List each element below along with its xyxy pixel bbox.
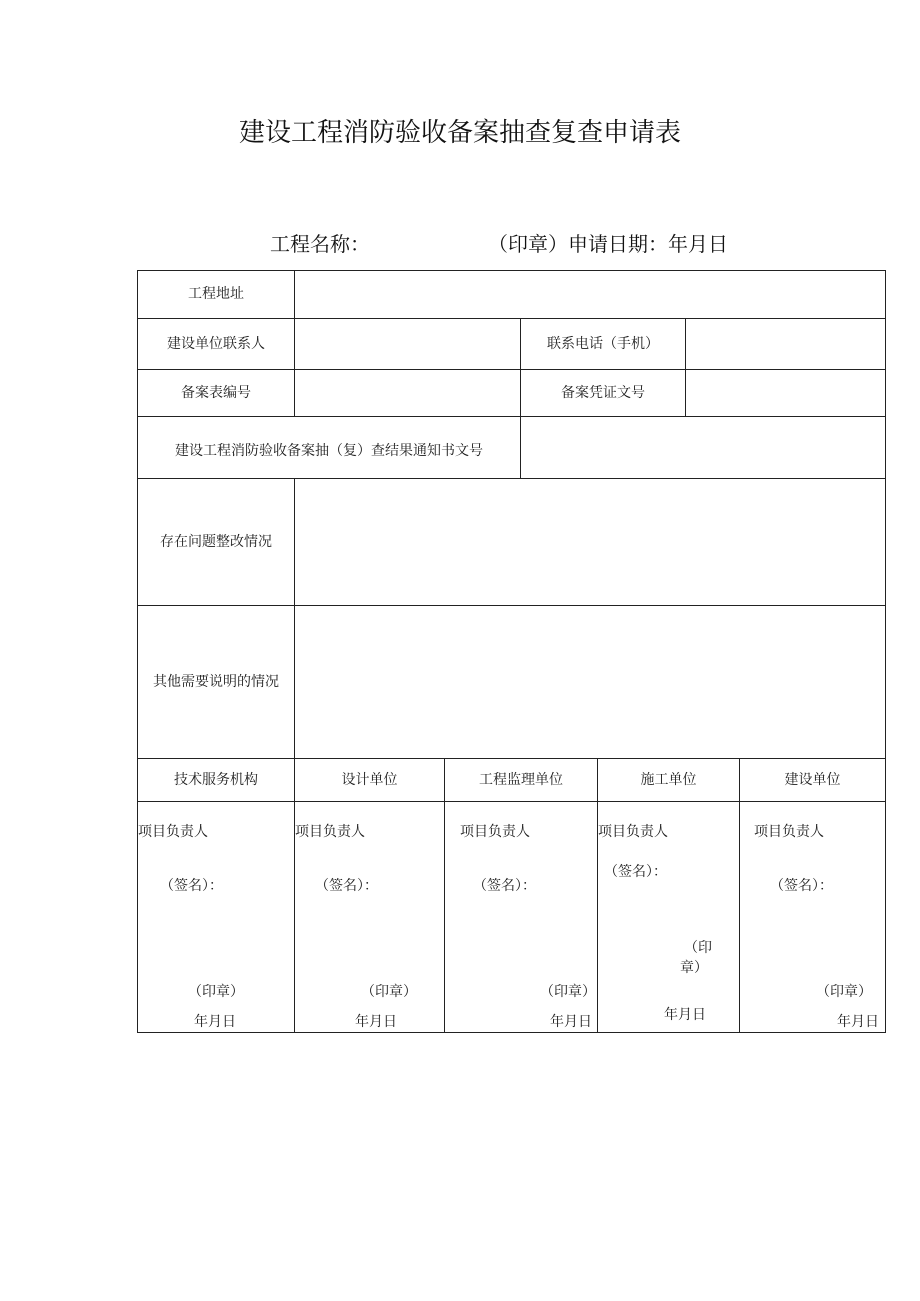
- sign-label: （签名）：: [473, 878, 536, 894]
- signature-cell-construction[interactable]: [598, 802, 740, 1033]
- signature-cell-builder[interactable]: [740, 802, 886, 1033]
- row-builder-contact: [138, 319, 886, 370]
- sign-label: （签名）：: [160, 878, 223, 894]
- phone-mobile-label: 联系电话（手机）: [521, 319, 686, 370]
- other-notes-field[interactable]: [295, 606, 886, 759]
- application-form-table: [137, 270, 886, 1033]
- date-label: 年月日: [664, 1007, 706, 1023]
- signature-cell-tech-service[interactable]: [138, 802, 295, 1033]
- date-label: 年月日: [837, 1014, 879, 1030]
- row-project-address: [138, 271, 886, 319]
- seal-label-part1: （印: [684, 940, 712, 956]
- record-certificate-no-label: 备案凭证文号: [521, 370, 686, 417]
- leader-label: 项目负责人: [754, 824, 824, 840]
- project-name-label: 工程名称：: [270, 232, 370, 256]
- unit-builder: 建设单位: [740, 759, 886, 802]
- seal-label: （印章）: [361, 984, 417, 1000]
- seal-label: （印章）: [188, 984, 244, 1000]
- leader-label: 项目负责人: [138, 824, 208, 840]
- unit-design: 设计单位: [295, 759, 445, 802]
- date-label: 年月日: [355, 1014, 397, 1030]
- row-rectification: [138, 479, 886, 606]
- seal-label-part2: 章）: [680, 960, 708, 976]
- date-label: 年月日: [550, 1014, 592, 1030]
- leader-label: 项目负责人: [598, 824, 668, 840]
- builder-contact-label: 建设单位联系人: [138, 319, 295, 370]
- rectification-status-label: 存在问题整改情况: [138, 479, 295, 606]
- inspection-notice-no-label: 建设工程消防验收备案抽（复）查结果通知书文号: [138, 417, 521, 479]
- row-signatures: [138, 802, 886, 1033]
- other-notes-label: 其他需要说明的情况: [138, 606, 295, 759]
- seal-label: （印章）: [540, 984, 596, 1000]
- signature-cell-supervision[interactable]: [445, 802, 598, 1033]
- record-form-no-label: 备案表编号: [138, 370, 295, 417]
- unit-construction: 施工单位: [598, 759, 740, 802]
- builder-contact-field[interactable]: [295, 319, 521, 370]
- leader-label: 项目负责人: [460, 824, 530, 840]
- record-certificate-no-field[interactable]: [686, 370, 886, 417]
- sign-label: （签名）：: [770, 878, 833, 894]
- seal-label: （印章）: [816, 984, 872, 1000]
- sign-label: （签名）：: [604, 864, 667, 880]
- project-address-field[interactable]: [295, 271, 886, 319]
- unit-supervision: 工程监理单位: [445, 759, 598, 802]
- rectification-status-field[interactable]: [295, 479, 886, 606]
- record-form-no-field[interactable]: [295, 370, 521, 417]
- project-address-label: 工程地址: [138, 271, 295, 319]
- unit-tech-service: 技术服务机构: [138, 759, 295, 802]
- row-inspection-notice: [138, 417, 886, 479]
- row-other-notes: [138, 606, 886, 759]
- row-units-header: [138, 759, 886, 802]
- row-record-numbers: [138, 370, 886, 417]
- leader-label: 项目负责人: [295, 824, 365, 840]
- inspection-notice-no-field[interactable]: [521, 417, 886, 479]
- date-label: 年月日: [194, 1014, 236, 1030]
- seal-date-label: （印章）申请日期：年月日: [488, 232, 728, 256]
- signature-cell-design[interactable]: [295, 802, 445, 1033]
- sign-label: （签名）：: [315, 878, 378, 894]
- phone-mobile-field[interactable]: [686, 319, 886, 370]
- page-title: 建设工程消防验收备案抽查复查申请表: [238, 118, 681, 148]
